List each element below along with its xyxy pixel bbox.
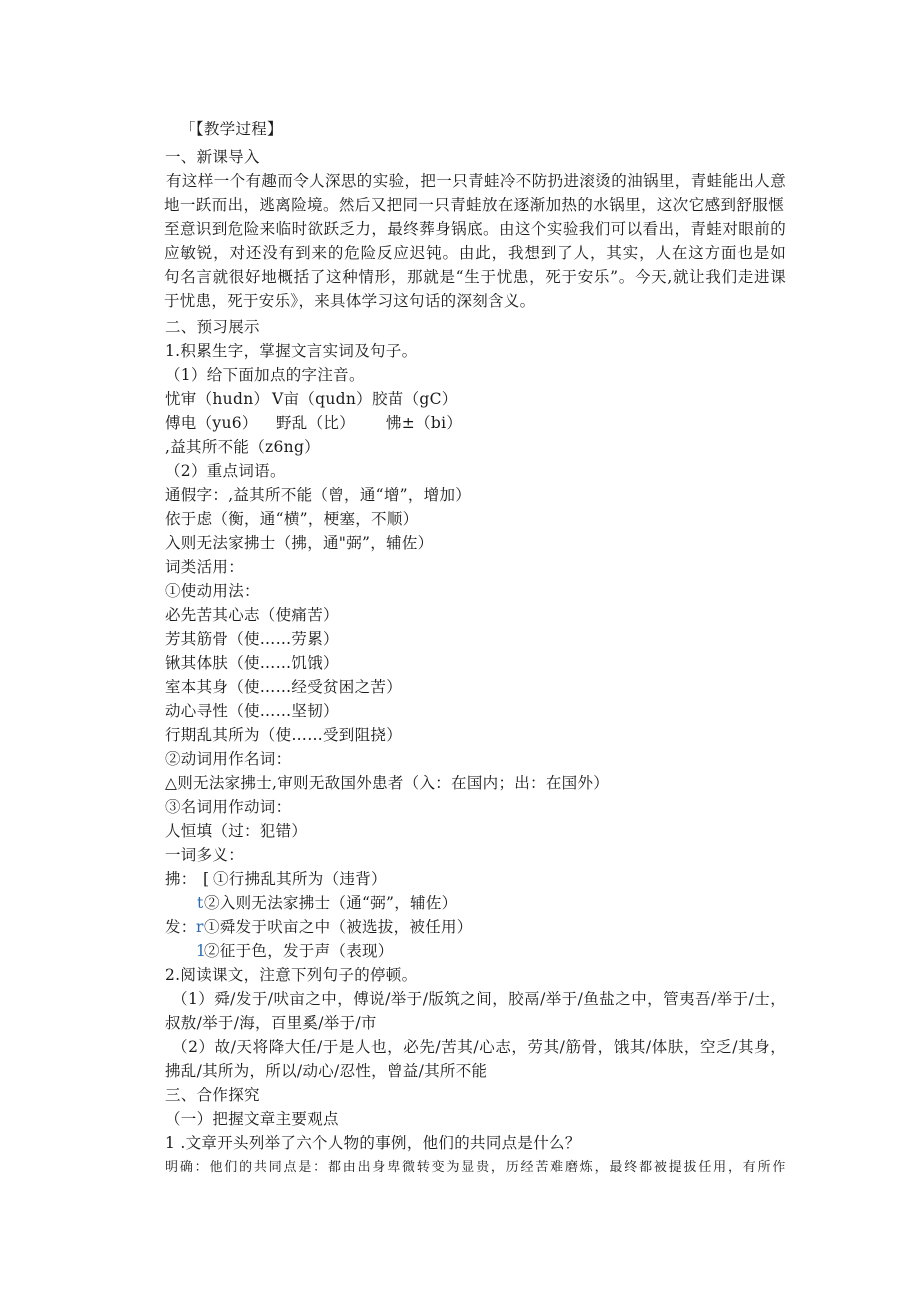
fu-brace: [ [203,870,210,888]
paragraph-line: 至意识到危险来临时欲跃乏力，最终葬身锅底。由这个实验我们可以看出，青蛙对眼前的 [164,220,786,238]
heading-explore: 三、合作探究 [165,1086,260,1104]
fa-meaning: ①舜发于吠亩之中（被选拔，被任用） [204,918,473,936]
cilei-title: 词类活用： [165,558,245,576]
dongci-title: ②动词用作名词： [165,750,292,768]
shidong-line: 必先苦其心志（使痛苦） [165,606,339,624]
fa-mark: 1 [196,942,207,960]
tongjia-line: 入则无法家拂士（拂，通"弼”，辅佐） [165,534,434,552]
paragraph-line: 地一跃而出，逃离险境。然后又把同一只青蛙放在逐渐加热的水锅里，这次它感到舒服惬 [164,196,784,214]
answer: 明确：他们的共同点是：都由出身卑微转变为显贵，历经苦难磨炼，最终都被提拔任用，有所作 [165,1160,786,1175]
fu-mark: t [197,894,204,912]
paragraph-line: 有这样一个有趣而令人深思的实验，把一只青蛙冷不防扔进滚烫的油锅里，青蛙能出人意 [166,172,786,190]
pinyin-item: 怫±（bi） [386,414,463,432]
question: 1 .文章开头列举了六个人物的事例，他们的共同点是什么？ [165,1134,581,1152]
pause-line: 拂乱/其所为，所以/动心/忍性，曾益/其所不能 [165,1062,488,1080]
fu-label: 拂： [165,870,197,888]
shidong-line: 行期乱其所为（使……受到阻挠） [165,726,403,744]
fa-meaning: ②征于色，发于声（表现） [204,942,394,960]
list-item: （2）重点词语。 [165,462,286,480]
fu-meaning: ①行拂乱其所为（违背） [213,870,387,888]
duoyi-title: 一词多义： [165,846,245,864]
tongjia-line: 依于虑（衡，通“横”，梗塞，不顺） [165,510,419,528]
pause-line: （1）舜/发于/吠亩之中，傅说/举于/版筑之间，胶鬲/举于/鱼盐之中，管夷吾/举于/士， [172,990,786,1008]
mingci-title: ③名词用作动词： [165,798,292,816]
pause-line: （2）故/天将降大任/于是人也，必先/苦其/心志，劳其/筋骨，饿其/体肤，空乏/其身， [172,1038,786,1056]
section-header: 「【教学过程】 [180,120,283,138]
pinyin-item: 忧审（hudn） [165,390,270,408]
pinyin-item: 野乱（比） [276,414,356,432]
pinyin-item: 傅电（yu6） [165,414,258,432]
fu-meaning: ②入则无法家拂士（通“弼”，辅佐） [204,894,458,912]
pinyin-item: 胶苗（gC） [372,390,458,408]
list-item: 2.阅读课文，注意下列句子的停顿。 [165,966,418,984]
shidong-line: 锹其体肤（使……饥饿） [165,654,339,672]
shidong-line: 室本其身（使……经受贫困之苦） [165,678,403,696]
paragraph-line: 句名言就很好地概括了这种情形，那就是“生于忧患，死于安乐”。今天,就让我们走进课 [164,268,786,286]
list-item: （1）给下面加点的字注音。 [165,366,365,384]
shidong-line: 芳其筋骨（使……劳累） [165,630,339,648]
paragraph-line: 应敏锐，对还没有到来的危险反应迟钝。由此，我想到了人，其实，人在这方面也是如 [164,244,786,262]
heading-preview: 二、预习展示 [165,318,260,336]
shidong-line: 动心寻性（使……坚韧） [165,702,339,720]
tongjia-line: 通假字：,益其所不能（曾，通“增”，增加） [165,486,472,504]
fa-label: 发： [165,918,197,936]
fa-brace: r [196,918,204,936]
list-item: 1.积累生字，掌握文言实词及句子。 [165,342,418,360]
paragraph-line: 于忧患，死于安乐》，来具体学习这句话的深刻含义。 [164,292,536,310]
pinyin-item: ,益其所不能（z6ng） [165,438,320,456]
heading-intro: 一、新课导入 [165,148,260,166]
shidong-title: ①使动用法： [165,582,260,600]
pinyin-item: V亩（qudn） [272,390,372,408]
subheading: （一）把握文章主要观点 [165,1110,339,1128]
mingci-line: 人恒填（过：犯错） [165,822,308,840]
pause-line: 叔敖/举于/海，百里奚/举于/市 [165,1014,377,1032]
dongci-line: △则无法家拂士,审则无敌国外患者（入：在国内；出：在国外） [165,774,610,792]
